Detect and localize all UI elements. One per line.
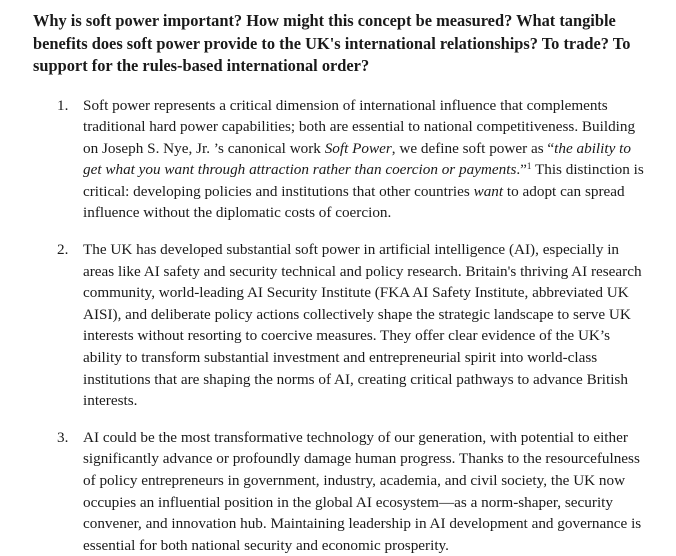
- paragraph-text: .”: [516, 161, 527, 179]
- definition-quote: the ability to get what you want through attraction rather than coercion or payments: [83, 139, 631, 179]
- list-item-number: 2.: [57, 241, 69, 259]
- list-item: [33, 95, 648, 225]
- emphasis-text: want: [473, 182, 504, 200]
- list-item-number: 1.: [57, 96, 69, 114]
- footnote-reference[interactable]: 1: [526, 161, 532, 172]
- list-item-number: 3.: [57, 428, 69, 446]
- list-item-text: AI could be the most transformative technology of our generation, with potential to either significantly advance or profoundly damage human progress. Thanks to the resourcefulness of policy entrepreneurs in government, industry, academia, and civil society, the UK now occupies an influential position in the global AI ecosystem—as a norm-shaper, security convener, and innovation hub. Maintaining leadership in AI development and governance is essential for both national security and economic prosperity.: [83, 428, 642, 554]
- paragraph-text: to adopt can spread influence without the diplomatic costs of coercion.: [83, 182, 625, 222]
- list-item-text: [83, 95, 648, 225]
- list-item-text: The UK has developed substantial soft power in artificial intelligence (AI), especially in areas like AI safety and security technical and policy research. Britain's thriving AI research community, world-leading AI Security Institute (FKA AI Safety Institute, abbreviated UK AISI), and deliberate policy actions collectively shape the strategic landscape to serve UK interests without resorting to coercive measures. They offer clear evidence of the UK’s ability to transform substantial investment and entrepreneurial spirit into world-class institutions that are shaping the norms of AI, creating critical pathways to advance British interests.: [83, 241, 642, 410]
- list-item: [33, 239, 648, 412]
- book-title: Soft Power: [324, 139, 392, 157]
- paragraph-text: This distinction is critical: developing policies and institutions that other countries: [83, 161, 644, 200]
- list-item: [33, 427, 648, 556]
- paragraph-text: Soft power represents a critical dimension of international influence that complements traditional hard power capabilities; both are essential to national competitiveness. Building on Joseph S. Nye, Jr. ’s canonical work: [83, 96, 636, 157]
- paragraph-text: , we define soft power as “: [391, 139, 555, 157]
- question-heading: Why is soft power important? How might this concept be measured? What tangible benefits does soft power provide to the UK's international relationships? To trade? To support for the rules-based international order?: [33, 11, 631, 75]
